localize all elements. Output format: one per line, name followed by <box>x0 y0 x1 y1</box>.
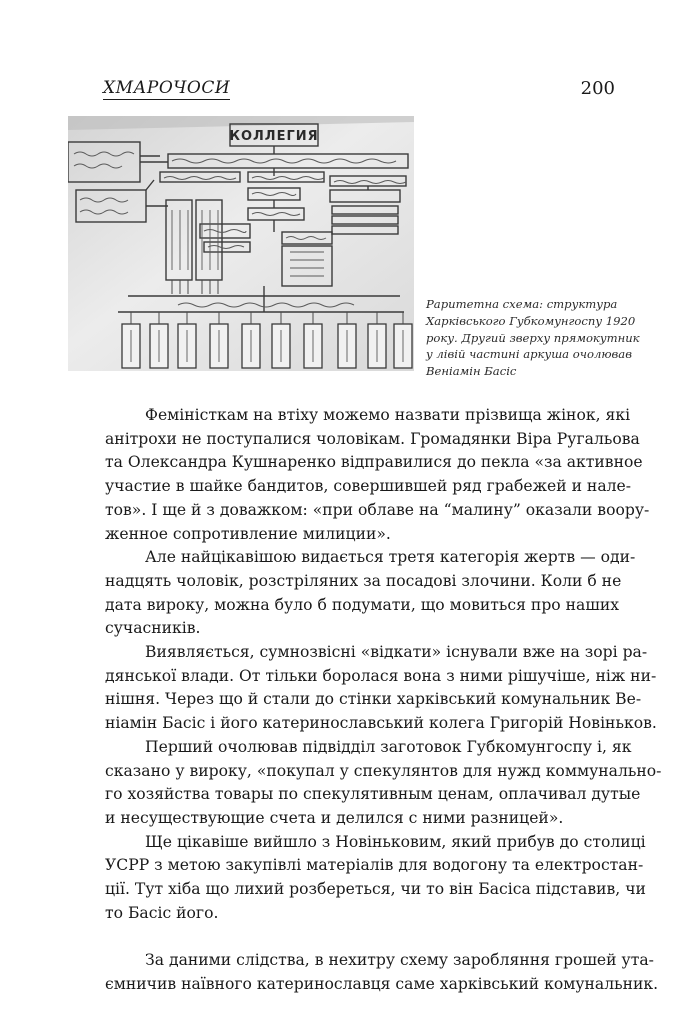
text-line: За даними слідства, в нехитру схему заробляння грошей ута- <box>145 951 654 970</box>
text-line: та Олександра Кушнаренко відправилися до пекла «за активное <box>105 453 643 472</box>
text-line: анітрохи не поступалися чоловікам. Громадянки Віра Ругальова <box>105 429 640 448</box>
paragraph <box>105 546 636 641</box>
text-line: тов». І ще й з доважком: «при облаве на “малину” оказали воору- <box>105 500 650 519</box>
caption-line: Раритетна схема: структура <box>426 297 618 311</box>
caption-line: Веніамін Басіс <box>426 364 517 379</box>
text-line: дата вироку, можна було б подумати, що мовиться про наших <box>105 595 620 614</box>
paragraph <box>105 949 659 996</box>
text-line: надцять чоловік, розстріляних за посадові злочини. Коли б не <box>105 571 622 590</box>
text-line: дянської влади. От тільки боролася вона з ними рішучіше, ніж ни- <box>105 666 657 685</box>
archival-scheme-photo <box>68 116 414 371</box>
text-line: женное сопротивление милиции». <box>105 524 391 543</box>
body-text <box>105 404 662 997</box>
text-line: и несуществующие счета и делился с ними разницей». <box>105 808 564 827</box>
figure-caption <box>426 296 640 380</box>
caption-line: року. Другий зверху прямокутник <box>426 330 640 345</box>
caption-line: у лівій частині аркуша очолював <box>426 347 632 362</box>
text-line: го хозяйства товары по спекулятивным ценам, оплачивал дутые <box>105 785 641 804</box>
text-line: сказано у вироку, «покупал у спекулянтов для нужд коммунально- <box>105 761 662 780</box>
paragraph <box>105 404 650 546</box>
paragraph <box>105 831 646 926</box>
text-line: Феміністкам на втіху можемо назвати прізвища жінок, які <box>145 406 631 424</box>
chart-header-text: КОЛЛЕГИЯ <box>229 129 319 144</box>
caption-line: Харківського Губкомунгоспу 1920 <box>426 313 636 328</box>
text-line: Але найцікавішою видається третя категорія жертв — оди- <box>145 548 636 567</box>
text-line: участие в шайке бандитов, совершившей ряд грабежей и нале- <box>105 477 632 496</box>
text-line: ніамін Басіс і його катеринославський колега Григорій Новіньков. <box>105 714 657 733</box>
running-head <box>103 78 615 102</box>
text-line: УСРР з метою закупівлі матеріалів для водогону та електростан- <box>105 856 644 875</box>
text-line: нішня. Через що й стали до стінки харківський комунальник Ве- <box>105 690 642 709</box>
text-line: ємничив наївного катеринославця саме харківський комунальник. <box>105 975 659 994</box>
text-line: ції. Тут хіба що лихий розбереться, чи то він Басіса підставив, чи <box>105 880 646 899</box>
running-title: ХМАРОЧОСИ <box>103 78 231 98</box>
paragraph <box>105 736 662 831</box>
page-number: 200 <box>580 78 615 99</box>
paragraph <box>105 641 657 736</box>
text-line: Виявляється, сумнозвісні «відкати» існували вже на зорі ра- <box>145 643 648 662</box>
paragraph-gap <box>105 925 615 949</box>
text-line: Ще цікавіше вийшло з Новіньковим, який прибув до столиці <box>145 832 646 851</box>
text-line: Перший очолював підвідділ заготовок Губкомунгоспу і, як <box>145 737 632 756</box>
text-line: то Басіс його. <box>105 903 219 922</box>
text-line: сучасників. <box>105 619 201 638</box>
